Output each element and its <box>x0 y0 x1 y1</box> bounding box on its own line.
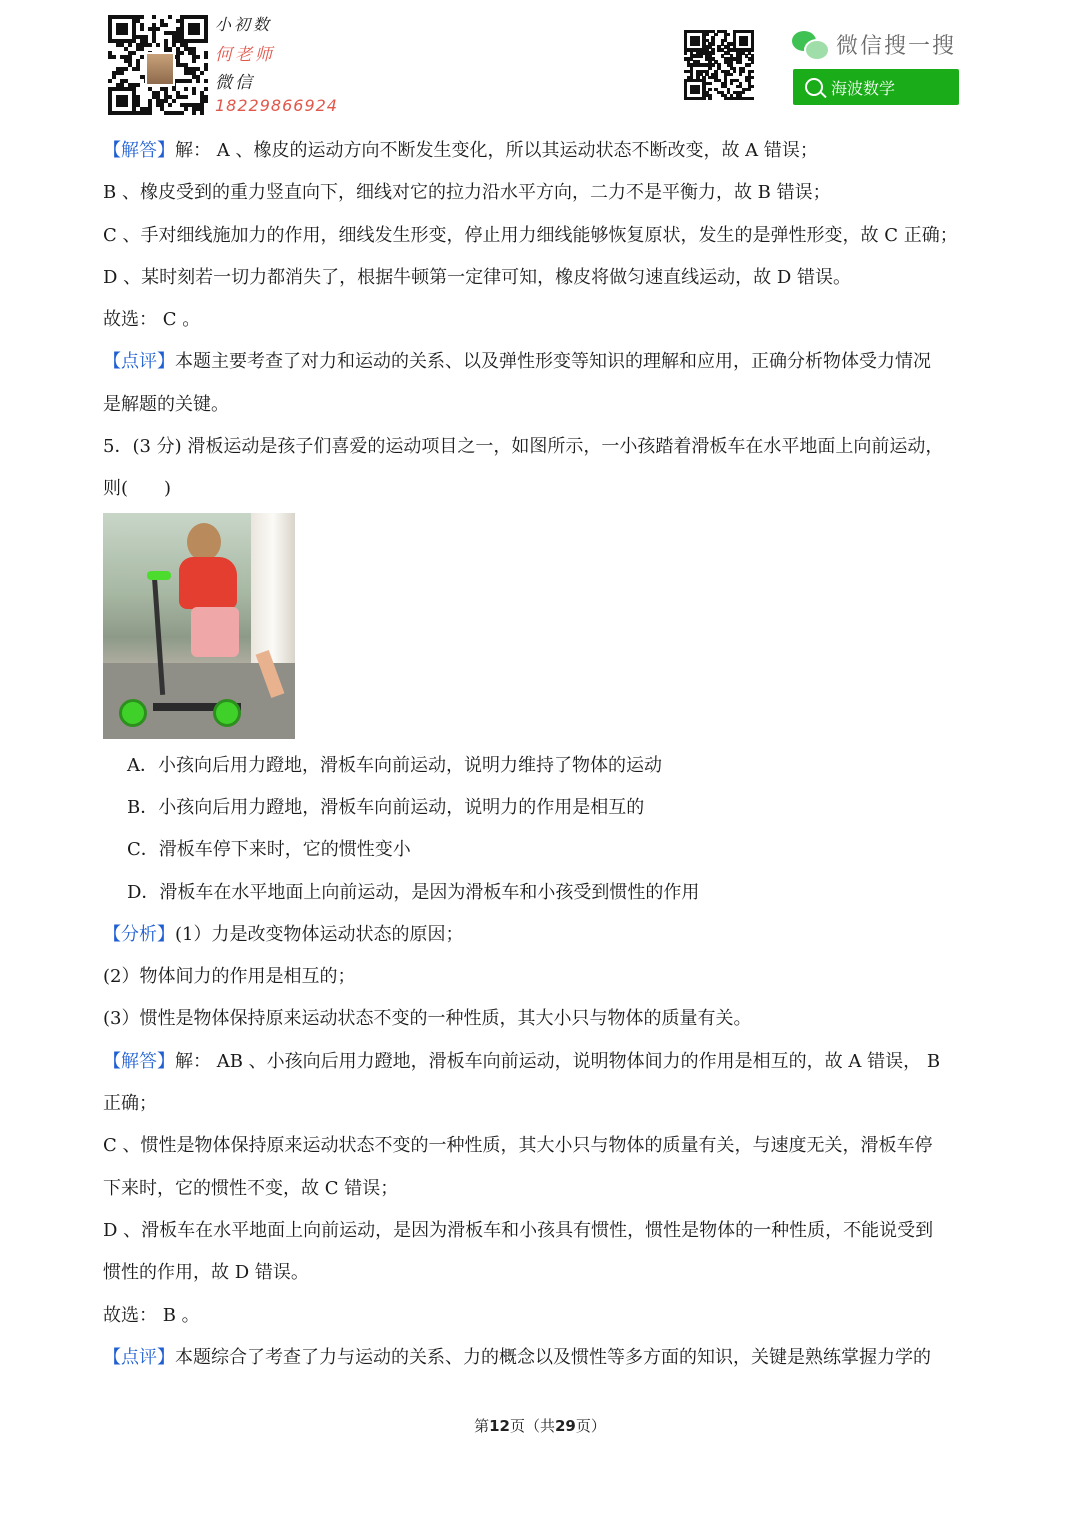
section-tag: 【解答】 <box>103 1050 175 1072</box>
handwriting-line-3: 微信 <box>215 73 255 93</box>
text-line <box>103 956 983 998</box>
footer-total-pages: 29 <box>555 1417 576 1435</box>
line-text: 解： A 、橡皮的运动方向不断发生变化，所以其运动状态不断改变，故 A 错误； <box>175 140 818 161</box>
text-line <box>103 1252 983 1294</box>
text-line <box>103 1168 983 1210</box>
qr-code-left <box>108 15 208 115</box>
line-text: C 、惯性是物体保持原来运动状态不变的一种性质，其大小只与物体的质量有关，与速度无关，滑板车停 <box>103 1135 933 1157</box>
line-text: 惯性的作用，故 D 错误。 <box>103 1262 309 1284</box>
footer-suffix: 页） <box>575 1417 606 1435</box>
line-text: 本题主要考查了对力和运动的关系、以及弹性形变等知识的理解和应用，正确分析物体受力情况 <box>175 351 931 373</box>
answer-block-q4 <box>103 130 983 511</box>
handwriting-phone: 18229866924 <box>215 96 338 115</box>
page-header <box>0 0 1080 125</box>
scooter-child-photo <box>103 513 295 739</box>
text-line: C．滑板车停下来时，它的惯性变小 <box>127 839 411 861</box>
wechat-search-button[interactable] <box>793 69 959 105</box>
line-text: 则( ) <box>103 478 172 500</box>
wechat-search-row <box>790 28 956 60</box>
text-line: D．滑板车在水平地面上向前运动，是因为滑板车和小孩受到惯性的作用 <box>127 881 700 903</box>
section-tag: 【解答】 <box>103 140 175 161</box>
line-text: 下来时，它的惯性不变，故 C 错误； <box>103 1177 399 1199</box>
line-text: 本题综合了考查了力与运动的关系、力的概念以及惯性等多方面的知识，关键是熟练掌握力学的 <box>175 1346 931 1368</box>
qr-code-right <box>684 30 754 100</box>
text-line <box>103 215 983 257</box>
text-line <box>103 299 983 341</box>
text-line: A．小孩向后用力蹬地，滑板车向前运动，说明力维持了物体的运动 <box>127 754 662 776</box>
line-text: (3）惯性是物体保持原来运动状态不变的一种性质，其大小只与物体的质量有关。 <box>103 1008 752 1030</box>
text-line <box>103 257 983 299</box>
line-text: 5．(3 分) 滑板运动是孩子们喜爱的运动项目之一，如图所示，一小孩踏着滑板车在水平地面上向前运动， <box>103 436 944 458</box>
question-options <box>103 745 983 914</box>
text-line <box>103 914 983 956</box>
line-text: D 、滑板车在水平地面上向前运动，是因为滑板车和小孩具有惯性，惯性是物体的一种性质，不能说受到 <box>103 1219 934 1241</box>
line-text: 解： AB 、小孩向后用力蹬地，滑板车向前运动，说明物体间力的作用是相互的，故 A 错误， B <box>175 1050 941 1072</box>
answer-block-q5 <box>103 914 983 1379</box>
text-line <box>103 1083 983 1125</box>
line-text: 故选： B 。 <box>103 1304 200 1326</box>
line-text: D 、某时刻若一切力都消失了，根据牛顿第一定律可知，橡皮将做匀速直线运动，故 D 错误。 <box>103 266 852 288</box>
text-line: B．小孩向后用力蹬地，滑板车向前运动，说明力的作用是相互的 <box>127 796 645 818</box>
line-text: 正确； <box>103 1093 157 1115</box>
text-line <box>103 1041 983 1083</box>
text-line <box>103 468 983 510</box>
text-line <box>103 1210 983 1252</box>
wechat-icon <box>790 29 828 59</box>
line-text: 是解题的关键。 <box>103 393 229 415</box>
footer-middle: 页（共 <box>509 1417 555 1435</box>
footer-page-number: 12 <box>489 1417 510 1435</box>
handwriting-line-2: 何老师 <box>215 45 275 65</box>
line-text: (2）物体间力的作用是相互的； <box>103 966 356 988</box>
document-body <box>103 130 983 1379</box>
footer-prefix: 第 <box>474 1417 490 1435</box>
page-footer <box>0 1415 1080 1436</box>
text-line <box>103 384 983 426</box>
text-line <box>103 1295 983 1337</box>
text-line <box>103 998 983 1040</box>
text-line <box>103 341 983 383</box>
text-line <box>103 1337 983 1379</box>
text-line <box>103 172 983 214</box>
line-text: (1）力是改变物体运动状态的原因； <box>175 923 464 945</box>
handwriting-line-1: 小初数 <box>215 15 273 34</box>
section-tag: 【点评】 <box>103 1346 175 1368</box>
search-icon <box>805 78 823 96</box>
section-tag: 【点评】 <box>103 351 175 373</box>
line-text: B 、橡皮受到的重力竖直向下，细线对它的拉力沿水平方向，二力不是平衡力，故 B 错误； <box>103 182 831 204</box>
text-line <box>103 1125 983 1167</box>
wechat-search-label: 微信搜一搜 <box>836 33 957 59</box>
wechat-button-label: 海波数学 <box>831 78 896 98</box>
section-tag: 【分析】 <box>103 923 175 945</box>
line-text: 故选： C 。 <box>103 309 201 331</box>
text-line <box>103 426 983 468</box>
text-line <box>103 130 983 172</box>
line-text: C 、手对细线施加力的作用，细线发生形变，停止用力细线能够恢复原状，发生的是弹性形变，故 C 正确； <box>103 224 958 246</box>
qr-avatar-photo <box>145 52 175 86</box>
